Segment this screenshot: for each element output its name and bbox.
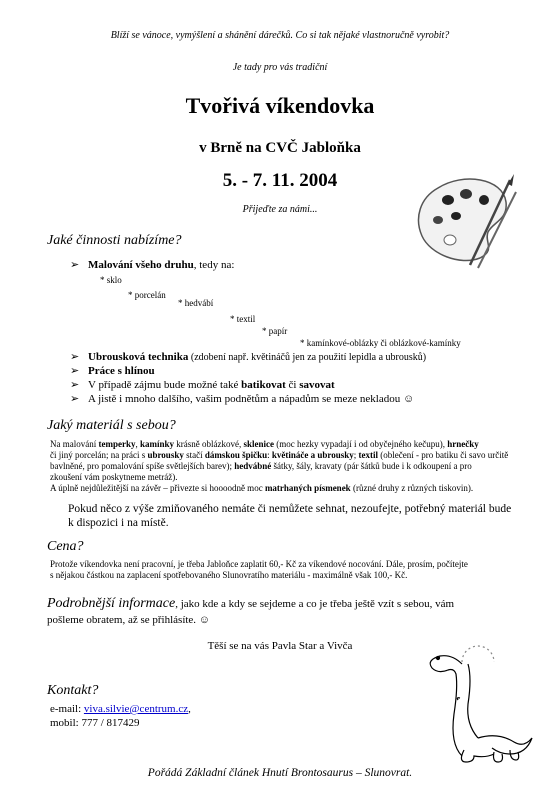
text-bold: hedvábné: [234, 461, 272, 471]
text: , jako kde a kdy se sejdeme a co je třeba ještě vzít s sebou, vám: [175, 598, 455, 610]
text: (různé druhy z různých tiskovin).: [350, 483, 474, 493]
section-contact-heading: Kontakt?: [47, 683, 99, 698]
arrow-bullet-icon: ➢: [70, 365, 80, 377]
text-bold: květináče a ubrousky: [271, 450, 354, 460]
activity-detail: A jistě i mnoho dalšího, vašim podnětům a nápadům se meze nekladou ☺: [88, 393, 415, 405]
activity-item-napkin: [70, 350, 426, 363]
text: krásně oblázkové,: [174, 439, 244, 449]
activity-detail: V případě zájmu bude možné také: [88, 379, 242, 391]
text-bold: ubrousky: [147, 450, 184, 460]
activity-detail: (zdobení např. květináčů jen za použití lepidla a ubrousků): [188, 352, 427, 363]
materials-line: [50, 483, 520, 494]
text: Na malování: [50, 439, 99, 449]
page-title: Tvořivá víkendovka: [185, 93, 375, 118]
price-paragraph: [50, 559, 520, 581]
materials-note-line: Pokud něco z výše zmiňovaného nemáte či nemůžete sehnat, nezoufejte, potřebný materiál bude: [68, 503, 512, 515]
date-line: 5. - 7. 11. 2004: [222, 170, 338, 191]
footer-organizer: Pořádá Základní článek Hnutí Brontosaurus – Slunovrat.: [147, 767, 413, 779]
intro-line-2: Je tady pro vás tradiční: [232, 62, 328, 73]
text-bold: temperky: [98, 439, 136, 449]
text-bold: dámskou špičku: [204, 450, 268, 460]
paint-surface-item: * sklo: [100, 275, 122, 285]
text: A úplně nejdůležitější na závěr – přivezte si hoooodně moc: [50, 483, 265, 493]
come-line: Přijeďte za námi...: [242, 204, 318, 215]
section-more-info-heading: Podrobnější informace: [47, 596, 176, 611]
section-price-heading: Cena?: [47, 539, 84, 554]
more-info-line: [47, 596, 517, 612]
materials-line: [50, 450, 520, 461]
text: ,: [135, 439, 140, 449]
price-line: Protože víkendovka není pracovní, je třeba Jabloňce zaplatit 60,- Kč za víkendové nocování. Dále, prosím, počítejte: [50, 559, 468, 569]
activity-label: Práce s hlínou: [88, 365, 155, 377]
section-materials-heading: Jaký materiál s sebou?: [47, 418, 176, 433]
paint-surface-item: * papír: [262, 326, 288, 336]
text-bold: textil: [358, 450, 378, 460]
text: či jiný porcelán; na práci s: [50, 450, 148, 460]
email-line: [50, 702, 191, 716]
paint-surface-item: * textil: [230, 314, 256, 324]
location-line: v Brně na CVČ Jabloňka: [199, 140, 361, 156]
palette-illustration: [408, 170, 518, 270]
text-bold: matrhaných písmenek: [264, 483, 351, 493]
activity-detail: či: [285, 379, 300, 391]
activity-item-painting: [70, 258, 234, 271]
arrow-bullet-icon: ➢: [70, 351, 80, 363]
mobile-line: mobil: 777 / 817429: [50, 717, 140, 729]
text: bavlněné, pro pomalování spíše světlejších barev);: [50, 461, 235, 471]
text-bold: hrnečky: [447, 439, 479, 449]
materials-note: [68, 502, 528, 530]
text: ,: [188, 703, 191, 715]
materials-line: zkoušení vám poskytneme metráž).: [50, 472, 178, 482]
activity-label: Ubrousková technika: [88, 351, 189, 363]
dinosaur-illustration: [418, 640, 538, 770]
price-line: s nějakou částkou na zaplacení spotřebovaného Slunovratího materiálu - maximálně však 100,- Kč.: [50, 570, 408, 580]
activity-label: savovat: [299, 379, 335, 391]
activity-item-clay: [70, 364, 155, 377]
text: (moc hezky vypadají i od obyčejného kečupu),: [274, 439, 448, 449]
activity-label: batikovat: [241, 379, 286, 391]
text: šátky, šály, kravaty (pár šátků bude i k odkoupení a pro: [271, 461, 472, 471]
more-info-line: pošleme obratem, až se přihlásíte. ☺: [47, 614, 211, 626]
activity-detail: , tedy na:: [193, 259, 235, 271]
activity-item-batik: [70, 378, 335, 391]
email-label: e-mail:: [50, 703, 84, 715]
paint-surface-item: * porcelán: [128, 290, 166, 300]
arrow-bullet-icon: ➢: [70, 393, 80, 405]
text: stačí: [183, 450, 205, 460]
text-bold: sklenice: [243, 439, 274, 449]
text-bold: kamínky: [140, 439, 175, 449]
materials-note-line: k dispozici i na místě.: [68, 517, 169, 529]
activity-label: Malování všeho druhu: [88, 259, 194, 271]
intro-line-1: Blíží se vánoce, vymýšlení a shánění dárečků. Co si tak nějaké vlastnoručně vyrobit?: [110, 30, 450, 41]
text: (oblečení - pro batiku či savo určitě: [378, 450, 509, 460]
materials-line: [50, 439, 520, 450]
email-link[interactable]: viva.silvie@centrum.cz: [83, 703, 189, 715]
text: ;: [353, 450, 359, 460]
materials-paragraph: [50, 439, 520, 494]
paint-surface-item: * hedvábí: [178, 298, 214, 308]
contact-block: [50, 702, 191, 730]
arrow-bullet-icon: ➢: [70, 259, 80, 271]
text: :: [267, 450, 272, 460]
arrow-bullet-icon: ➢: [70, 379, 80, 391]
activity-item-more: [70, 392, 414, 405]
section-activities-heading: Jaké činnosti nabízíme?: [47, 233, 182, 248]
greeting-line: Těší se na vás Pavla Star a Vivča: [207, 640, 353, 652]
paint-surface-item: * kamínkové-oblázky či oblázkové-kamínky: [300, 338, 461, 348]
more-info-paragraph: [47, 596, 517, 628]
materials-line: [50, 461, 520, 472]
